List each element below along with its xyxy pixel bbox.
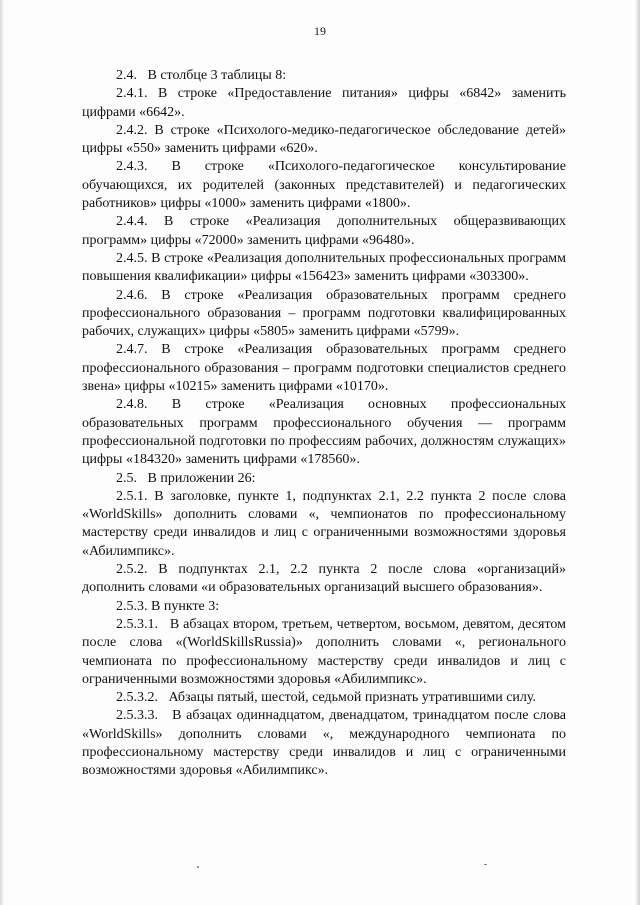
scan-edge-left: [0, 0, 4, 905]
paragraph-2-4-8: 2.4.8. В строке «Реализация основных профессиональных образовательных программ профессионального обучения — программ профессиональной подготовки по профессиям рабочих, должностям служащих» цифры «184320» заменить цифрами «178560».: [82, 397, 566, 468]
paragraph-2-5-2: 2.5.2. В подпунктах 2.1, 2.2 пункта 2 после слова «организаций» дополнить словами «и образовательных организаций высшего образования».: [82, 562, 566, 596]
paragraph-2-5-3: 2.5.3. В пункте 3:: [116, 598, 220, 614]
paragraph-2-5-3-1: 2.5.3.1. В абзацах втором, третьем, четвертом, восьмом, девятом, десятом после слова «(WorldSkillsRussia)» дополнить словами «, регионального чемпионата по профессиональному мастерству среди инвалидов и лиц с ограниченными возможностями здоровья «Абилимпикс».: [82, 616, 566, 687]
paragraph-2-4-6: 2.4.6. В строке «Реализация образовательных программ среднего профессионального образования – программ подготовки квалифицированных рабочих, служащих» цифры «5805» заменить цифрами «5799».: [82, 287, 566, 340]
paragraph-2-4-4: 2.4.4. В строке «Реализация дополнительных общеразвивающих программ» цифры «72000» заменить цифрами «96480».: [82, 214, 566, 248]
document-body: [82, 67, 566, 781]
paragraph-2-5-3-2: 2.5.3.2. Абзацы пятый, шестой, седьмой признать утратившими силу.: [116, 690, 537, 706]
paragraph-2-5: 2.5. В приложении 26:: [116, 470, 256, 486]
scan-speck: [484, 864, 487, 865]
scan-speck: [197, 866, 199, 868]
paragraph-2-5-1: 2.5.1. В заголовке, пункте 1, подпунктах 2.1, 2.2 пункта 2 после слова «WorldSkills» дополнить словами «, чемпионатов по профессиональному мастерству среди инвалидов и лиц с ограниченными возможностями здоровья «Абилимпикс».: [82, 488, 566, 559]
paragraph-2-4-3: 2.4.3. В строке «Психолого-педагогическое консультирование обучающихся, их родителей (законных представителей) и педагогических работников» цифры «1000» заменить цифрами «1800».: [82, 159, 566, 212]
page-number: 19: [314, 24, 326, 38]
paragraph-2-4-5: 2.4.5. В строке «Реализация дополнительных профессиональных программ повышения квалификации» цифры «156423» заменить цифрами «303300».: [82, 250, 566, 285]
paragraph-2-5-3-3: 2.5.3.3. В абзацах одиннадцатом, двенадцатом, тринадцатом после слова «WorldSkills» дополнить словами «, международного чемпионата по профессиональному мастерству среди инвалидов и лиц с ограниченными возможностями здоровья «Абилимпикс».: [82, 708, 566, 779]
paragraph-2-4-1: 2.4.1. В строке «Предоставление питания» цифры «6842» заменить цифрами «6642».: [82, 86, 566, 120]
paragraph-2-4-2: 2.4.2. В строке «Психолого-медико-педагогическое обследование детей» цифры «550» заменить цифрами «620».: [82, 122, 566, 157]
paragraph-2-4: 2.4. В столбце 3 таблицы 8:: [116, 68, 287, 83]
paragraph-2-4-7: 2.4.7. В строке «Реализация образовательных программ среднего профессионального образования – программ подготовки специалистов среднего звена» цифры «10215» заменить цифрами «10170».: [82, 342, 566, 395]
scan-edge-right: [635, 0, 640, 905]
